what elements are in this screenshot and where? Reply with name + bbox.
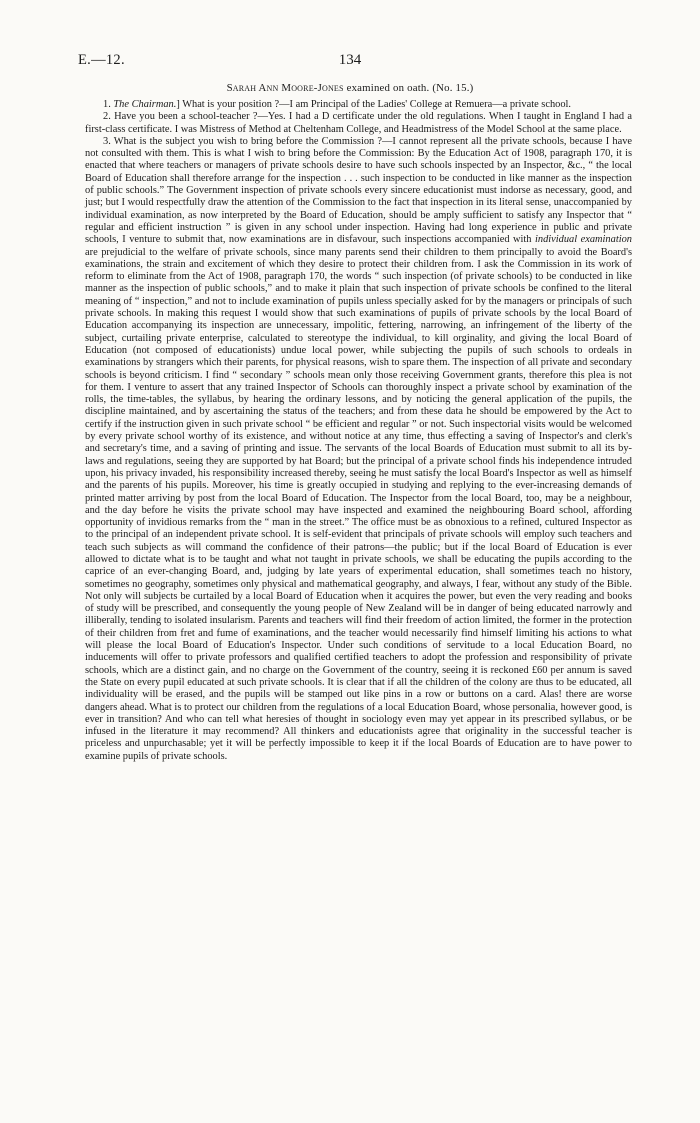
question-1-speaker: The Chairman. [113, 99, 177, 110]
page-number: 134 [338, 52, 362, 68]
question-2: 2. Have you been a school-teacher ?—Yes. I had a D certificate under the old regulations. When I taught in England I had a first-class certificate. I was Mistress of Method at Cheltenham College, and Headmistress of the Model School at the same place. [85, 111, 632, 135]
document-reference: E.—12. [78, 52, 125, 68]
question-3-part2: are prejudicial to the welfare of private schools, since many parents send their children to them principally to avoid the Board's examinations, the strain and excitement of which they desire to protect their children from. I ask the Commission in its work of reform to eliminate from the Act of 1908, paragraph 170, the words “ such inspection (of private schools) to be conducted in like manner as the inspection of public schools,” and to make it plain that such inspection of private schools be confined to the literal meaning of “ inspection,” and not to include examination of pupils unless specially asked for by the managers or principals of such private schools. In making this request I would show that such examinations of pupils of private schools by the local Board of Education accompanying its inspection are unnecessary, impolitic, fettering, narrowing, an infringement of the liberty of the subject, curtailing private enterprise, calculated to stereotype the individual, to kill orginality, and giving the local Board of Education (not composed of educationists) undue local power, while subjecting the pupils of such schools to ordeals in examinations by strangers which their parents, for physical reasons, wish to spare them. The inspection of all private and secondary schools is beyond criticism. I find “ secondary ” schools mean only those receiving Government grants, therefore this plea is not for them. I venture to assert that any trained Inspector of Schools can thoroughly inspect a private school by examination of the rolls, the time-tables, the syllabus, by hearing the ordinary lessons, and by noticing the general application of the pupils, the discipline maintained, and by ascertaining the status of the teachers; and from these data he should be empowered by the Act to certify if the instruction given in such private school “ be efficient and regular ” or not. Such inspectorial visits would be welcomed by every private school worthy of its existence, and without notice at any time, thus effecting a saving of Inspector's and clerk's and secretary's time, and a saving of printing and issue. The servants of the local Boards of Education must submit to all its by-laws and regulations, seeing they are supported by hat Board; but the principal of a private school finds his independence intruded upon, his privacy invaded, his responsibility increased thereby, seeing he must satisfy the local Board's Inspector as well as himself and the parents of his pupils. Moreover, his time is greatly occupied in studying and replying to the ever-increasing demands of printed matter arriving by post from the local Board of Education. The Inspector from the local Board, too, may be a neighbour, and the day before he visits the private school may have inspected and examined the neighbouring Board school, affording opportunity of invidious remarks from the “ man in the street.” The office must be as obnoxious to a refined, cultured Inspector as to the principal of an independent private school. It is self-evident that principals of private schools will employ such teachers and teach such subjects as will command the confidence of their patrons—the public; but if the local Board of Education is ever allowed to dictate what is to be taught and what not taught in private schools, we shall be educating the pupils according to the caprice of an ever-changing Board, and, judging by late years of experimental education, shall sometimes teach no history, sometimes no geography, sometimes only physical and mathematical geography, and always, I fear, without any study of the Bible. Not only will subjects be curtailed by a local Board of Education when it acquires the power, but even the very reading and books of study will be prescribed, and consequently the young people of New Zealand will be in danger of being educated narrowly and illiberally, tending to isolated insularism. Parents and teachers will find their freedom of action limited, the former in the protection of their children from fret and fume of examinations, and the teacher would necessarily find himself limiting his actions to what will please the local Board of Education's Inspector. Under such conditions of servitude to a local Education Board, no inducements will offer to private professors and qualified certified teachers to adopt the profession and responsibility of private schools, which are a distinct gain, and no charge on the Government of the country, seeing it is reckoned £60 per annum is saved the State on every pupil educated at such private schools. It is clear that if all the children of the colony are thus to be educated, all individuality will be erased, and the pupils will be stamped out like pins in a row or buttons on a card. Alas! there are worse dangers ahead. What is to protect our children from the regulations of a local Education Board, whose personalia, however good, is ever in transition? And who can tell what heresies of thought in sociology even may yet appear in its prescribed syllabus, or be infused in the literature it may recommend? All thinkers and educationists agree that originality in the successful teacher is priceless and unpurchasable; yet it will be perfectly impossible to keep it if the local Boards of Education are to have power to examine pupils of private schools. [85, 246, 632, 762]
question-1 [85, 99, 632, 111]
question-3-emphasis: individual examination [534, 234, 632, 246]
witness-name: Sarah Ann Moore-Jones [226, 82, 344, 94]
question-3 [85, 136, 632, 763]
witness-heading [0, 82, 700, 94]
heading-rest: examined on oath. (No. 15.) [343, 82, 474, 94]
question-3-part1: 3. What is the subject you wish to bring before the Commission ?—I cannot represent all the private schools, because I have not consulted with them. This is what I wish to bring before the Commission: By the Education Act of 1908, paragraph 170, it is enacted that where teachers or managers of private schools desire to have such schools inspected by an Inspector, &c., “ the local Board of Education shall therefore arrange for the inspection . . . such inspection to be conducted in like manner as the inspection of public schools.” The Government inspection of private schools every sincere educationist must indorse as necessary, good, and just; but I would respectfully draw the attention of the Commission to the fact that inspection in its literal sense, unaccompanied by individual examination, as now interpreted by the Board of Education, should be amply sufficient to satisfy any Inspector that “ regular and efficient instruction ” is given in any school under inspection. Having had long experience in public and private schools, I venture to submit that, now examinations are in disfavour, such inspections accompanied with [85, 135, 632, 246]
testimony-body [85, 99, 632, 763]
question-1-text: ] What is your position ?—I am Principal of the Ladies' College at Remuera—a private school. [176, 99, 572, 110]
question-1-number: 1. [103, 99, 114, 110]
